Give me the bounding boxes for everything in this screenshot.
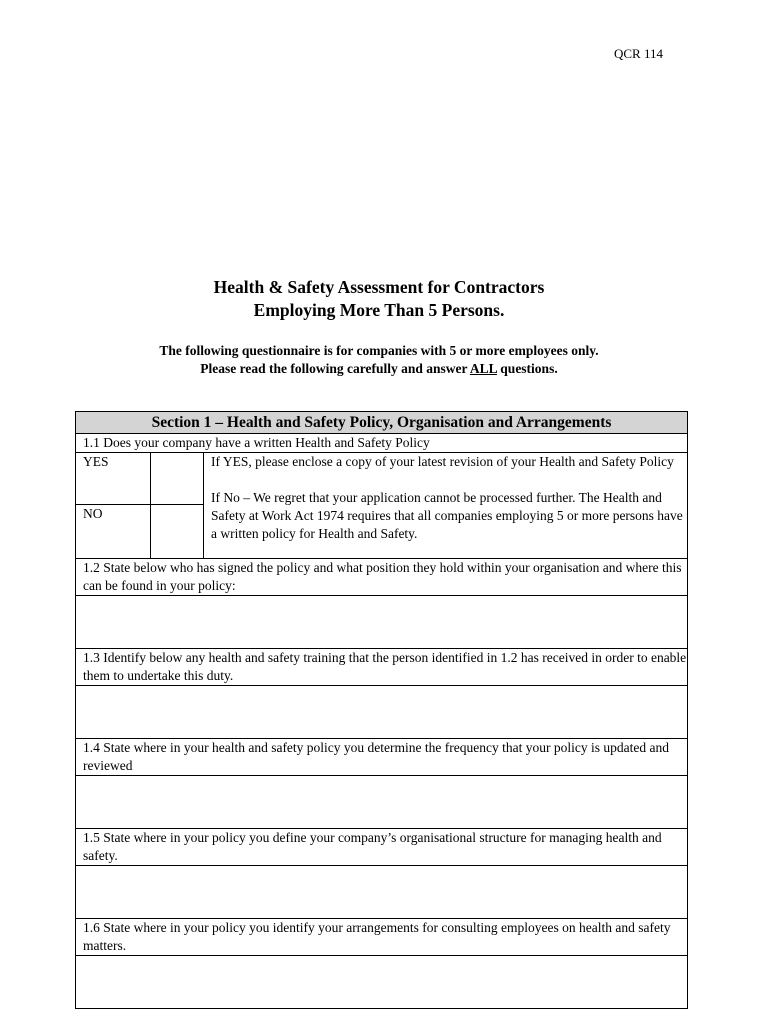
answer-1-4-field[interactable] [76,776,688,829]
intro-emphasis: ALL [469,361,497,376]
no-answer-box[interactable] [151,505,204,559]
document-title [0,276,758,322]
intro-text [0,342,758,378]
question-1-3: 1.3 Identify below any health and safety training that the person identified in 1.2 has received in order to enable them to undertake this duty. [76,649,688,686]
question-1-2: 1.2 State below who has signed the policy and what position they hold within your organisation and where this can be found in your policy: [76,559,688,596]
answer-1-2-field[interactable] [76,596,688,649]
question-1-1: 1.1 Does your company have a written Health and Safety Policy [76,434,688,453]
intro-line-1: The following questionnaire is for companies with 5 or more employees only. [159,343,599,358]
section-1-heading: Section 1 – Health and Safety Policy, Organisation and Arrangements [76,412,688,434]
question-1-6: 1.6 State where in your policy you identify your arrangements for consulting employees on health and safety matters. [76,919,688,956]
intro-line-2 [0,360,758,378]
yes-note: If YES, please enclose a copy of your latest revision of your Health and Safety Policy [211,454,674,469]
no-note: If No – We regret that your application cannot be processed further. The Health and Safety at Work Act 1974 requires that all companies employing 5 or more persons have a written policy for Health and Safety. [211,490,683,541]
document-reference: QCR 114 [614,46,663,61]
question-1-5: 1.5 State where in your policy you define your company’s organisational structure for managing health and safety. [76,829,688,866]
section-1-table [75,411,688,1009]
title-line-1: Health & Safety Assessment for Contractors [213,277,545,297]
question-1-4: 1.4 State where in your health and safety policy you determine the frequency that your policy is updated and reviewed [76,739,688,776]
intro-line-2-end: questions. [496,361,558,376]
no-label: NO [76,505,151,559]
answer-1-5-field[interactable] [76,866,688,919]
answer-1-6-field[interactable] [76,956,688,1009]
title-line-2: Employing More Than 5 Persons. [253,300,505,320]
yes-no-notes-cell [204,453,688,559]
yes-answer-box[interactable] [151,453,204,505]
answer-1-3-field[interactable] [76,686,688,739]
yes-label: YES [76,453,151,505]
intro-line-2-start: Please read the following carefully and answer [200,361,470,376]
